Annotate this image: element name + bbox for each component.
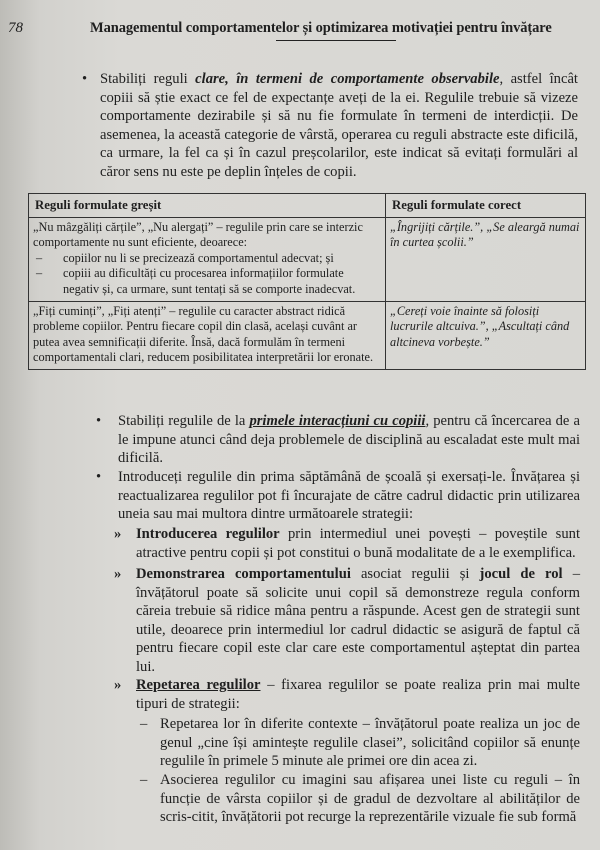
strategy-item (114, 565, 580, 677)
bullet-marker: • (96, 469, 102, 485)
correct-rule-cell: „Îngrijiți cărțile.”, „Se aleargă numai în curtea școlii.” (386, 217, 586, 301)
table-header-row (29, 194, 586, 218)
strategy-item (114, 676, 581, 713)
bullet-item (96, 468, 580, 524)
strategy-label: Demonstrarea comportamentului (136, 566, 351, 582)
strategy-text: – fixarea regulilor se poate realiza prin mai multe tipuri de strategii: (136, 677, 581, 712)
wrong-rule-intro: „Nu mâzgăliți cărțile”, „Nu alergați” – regulile prin care se interzic comportamente nu sunt eficiente, deoarece: (33, 219, 363, 250)
bullet-item (96, 412, 580, 468)
header-correct-rules: Reguli formulate corect (386, 194, 586, 218)
table-row (29, 301, 586, 369)
strategy-label: Introducerea regulilor (136, 526, 280, 542)
bullet-text: Introduceți regulile din prima săptămână de școală și exersați-le. Învățarea și reactualizarea regulilor pot fi încurajate de către cadrul didactic prin utilizarea uneia sau mai multora dintre următoarele strategii: (118, 469, 580, 523)
intro-paragraph (82, 70, 578, 181)
strategy-text: asociat regulii și (350, 566, 480, 582)
intro-text-end: , astfel încât copiii să știe exact ce fel de expectanțe aveți de la ei. Regulile trebuie să vizeze comportamente dezirabile și să nu fie formulate în termeni de interdicții. De asemenea, la această categorie de vârstă, operarea cu reguli abstracte este dificilă, ca urmare, la fel ca și în cazul preșcolarilor, este indicat să evitați formulări al căror sens nu este pe deplin înțeles de copii. (100, 71, 578, 180)
wrong-rule-reason-text: copiii au dificultăți cu procesarea informațiilor formulate negativ și, ca urmare, sunt tentați să se comporte inadecvat. (63, 266, 356, 296)
strategy-item (114, 525, 580, 562)
header-underline (276, 40, 396, 41)
strategy-text: – învățătorul poate să solicite unui copil să demonstreze regula conform căreia trebuie să ridice mâna pentru a răspunde. Acest gen de strategii sunt utile, deoarece prin intermediul lor cadrul didactic se asigură de faptul că pentru fiecare copil este clar care este comportamentul așteptat din partea lui. (136, 566, 580, 675)
strategy-text: prin intermediul unei povești – poveștile sunt atractive pentru copii și pot constitui o bună modalitate de a le exemplifica. (136, 526, 580, 561)
wrong-rule-reason (33, 266, 381, 297)
intro-emphasis: clare, în termeni de comportamente observabile (195, 71, 500, 87)
dash-marker: – (36, 250, 43, 265)
intro-text-start: Stabiliți reguli (100, 71, 196, 87)
dash-item (140, 771, 580, 827)
dash-item-text: Asocierea regulilor cu imagini sau afișarea unei liste cu reguli – în funcție de vârsta copiilor și de gradul de dezvoltare al abilităților de scris-citit, învățătorii pot recurge la reprezentările vizuale fie sub formă (160, 772, 580, 826)
bullet-marker: • (82, 71, 88, 87)
correct-rule-cell: „Cereți voie înainte să folosiți lucrurile altcuiva.”, „Ascultați când altcineva vorbește.” (386, 301, 586, 369)
wrong-rule-cell: „Fiți cuminți”, „Fiți atenți” – regulile cu caracter abstract ridică probleme copiilor. Pentru fiecare copil din clasă, același cuvânt ar putea avea semnificații diferite. Însă, dacă formulăm în termeni comportamentali clari, reducem posibilitatea interpretării lor eronate. (29, 301, 386, 369)
dash-marker: – (36, 266, 43, 281)
dash-marker: – (140, 772, 148, 788)
dash-item (140, 715, 580, 771)
wrong-rule-reason (33, 251, 381, 267)
bullet-text: Stabiliți regulile de la (118, 413, 250, 429)
page-number: 78 (8, 20, 23, 36)
dash-item-text: Repetarea lor în diferite contexte – învățătorul poate realiza un joc de genul „cine își amintește regulile clasei”, solicitând copiilor să enunțe regulile în primele 5 minute ale primei ore din acea zi. (160, 716, 580, 770)
rules-table (28, 193, 586, 370)
strategy-marker: » (114, 677, 122, 693)
running-title: Managementul comportamentelor și optimizarea motivației pentru învățare (90, 20, 552, 36)
strategy-label: jocul de rol (479, 566, 563, 582)
table-row (29, 217, 586, 301)
dash-marker: – (140, 716, 148, 732)
bullet-marker: • (96, 413, 102, 429)
bullet-emphasis: primele interacțiuni cu copiii (249, 413, 426, 429)
bullet-text: , pentru că încercarea de a le impune atunci când deja problemele de disciplină au escaladat este mult mai dificilă. (118, 413, 580, 467)
header-wrong-rules: Reguli formulate greșit (29, 194, 386, 218)
strategy-marker: » (114, 566, 122, 582)
wrong-rule-reason-text: copiilor nu li se precizează comportamentul adecvat; și (63, 250, 334, 265)
strategy-marker: » (114, 526, 122, 542)
running-header (8, 20, 592, 40)
wrong-rule-cell (29, 217, 386, 301)
strategy-label: Repetarea regulilor (136, 677, 261, 693)
